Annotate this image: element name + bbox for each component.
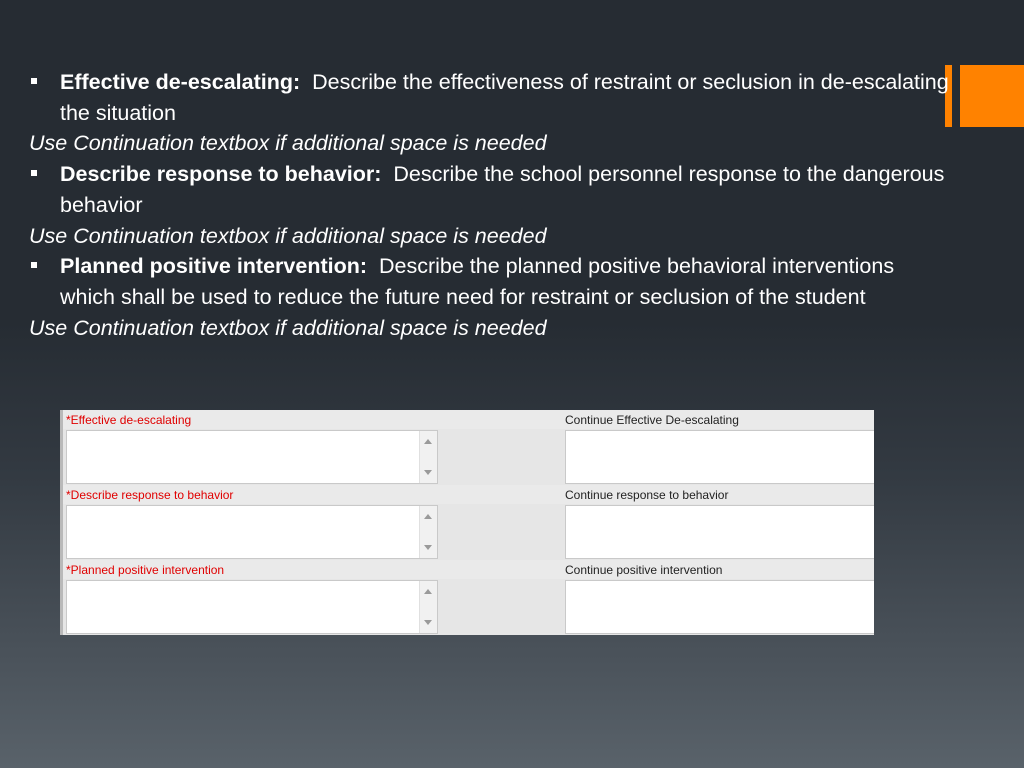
accent-bar-thick xyxy=(960,65,1024,127)
continuation-note: Use Continuation textbox if additional space is needed xyxy=(29,223,547,248)
bullet-describe-response xyxy=(29,159,949,220)
form-row-describe-response xyxy=(60,485,874,560)
field-label: Continue response to behavior xyxy=(565,488,729,502)
bullet-text: Describe the effectiveness of restraint or seclusion in de-escalating the situation xyxy=(60,70,949,125)
continue-response-textarea[interactable] xyxy=(565,505,874,559)
bullet-term: Planned positive intervention: xyxy=(60,254,368,279)
bullet-effective-de-escalating xyxy=(29,67,949,128)
continuation-note: Use Continuation textbox if additional space is needed xyxy=(29,131,547,156)
bullet-term: Describe response to behavior: xyxy=(60,162,382,187)
scrollbar[interactable] xyxy=(419,581,437,633)
form-row-effective-de-escalating xyxy=(60,410,874,485)
scroll-up-icon[interactable] xyxy=(424,589,432,594)
field-label: Continue positive intervention xyxy=(565,563,723,577)
scroll-down-icon[interactable] xyxy=(424,620,432,625)
bullet-text: Describe the school personnel response to the dangerous behavior xyxy=(60,162,945,217)
continue-effective-de-escalating-textarea[interactable] xyxy=(565,430,874,484)
field-label: *Describe response to behavior xyxy=(66,488,234,502)
scroll-up-icon[interactable] xyxy=(424,439,432,444)
scroll-down-icon[interactable] xyxy=(424,470,432,475)
bullet-text: Describe the planned positive behavioral interventions which shall be used to reduce the future need for restraint or seclusion of the student xyxy=(60,254,895,309)
continue-positive-intervention-textarea[interactable] xyxy=(565,580,874,634)
bullet-square-icon xyxy=(31,170,37,176)
scrollbar[interactable] xyxy=(419,431,437,483)
form-screenshot xyxy=(60,410,874,635)
scroll-down-icon[interactable] xyxy=(424,545,432,550)
form-row-planned-intervention xyxy=(60,560,874,635)
field-label: *Planned positive intervention xyxy=(66,563,225,577)
slide-content xyxy=(29,67,949,343)
bullet-square-icon xyxy=(31,78,37,84)
bullet-term: Effective de-escalating: xyxy=(60,70,301,94)
planned-intervention-textarea[interactable] xyxy=(66,580,438,634)
field-label: Continue Effective De-escalating xyxy=(565,413,739,427)
bullet-planned-intervention xyxy=(29,251,949,312)
describe-response-textarea[interactable] xyxy=(66,505,438,559)
bullet-square-icon xyxy=(31,262,37,268)
effective-de-escalating-textarea[interactable] xyxy=(66,430,438,484)
field-label: *Effective de-escalating xyxy=(66,413,192,427)
continuation-note: Use Continuation textbox if additional space is needed xyxy=(29,315,547,340)
scrollbar[interactable] xyxy=(419,506,437,558)
scroll-up-icon[interactable] xyxy=(424,514,432,519)
